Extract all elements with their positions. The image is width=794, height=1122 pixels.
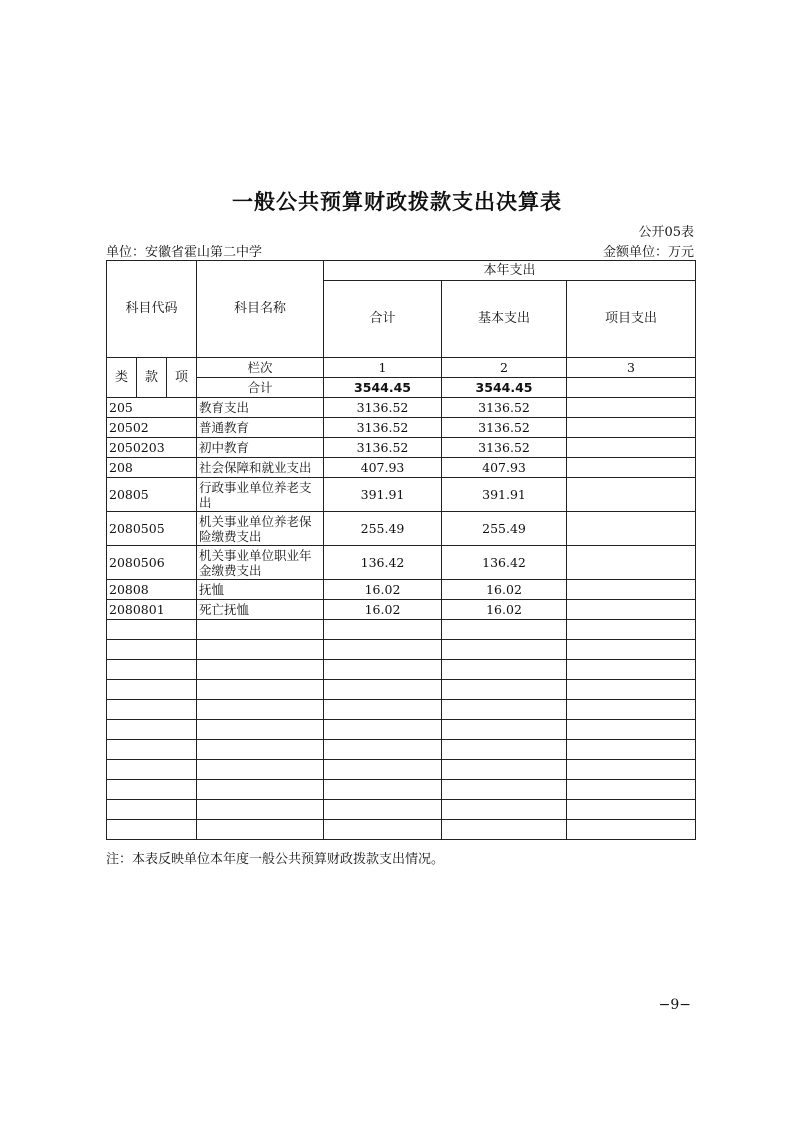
row-total: 136.42: [324, 546, 442, 580]
empty-row: [107, 660, 696, 680]
table-row: [107, 580, 696, 600]
column-index-2: 2: [442, 358, 567, 378]
row-total: 407.93: [324, 458, 442, 478]
empty-cell: [567, 660, 696, 680]
empty-cell: [197, 720, 324, 740]
row-project: [567, 580, 696, 600]
row-basic: 391.91: [442, 478, 567, 512]
row-project: [567, 512, 696, 546]
document-title: 一般公共预算财政拨款支出决算表: [232, 190, 562, 214]
row-name: 机关事业单位职业年金缴费支出: [197, 546, 324, 580]
empty-row: [107, 800, 696, 820]
empty-row: [107, 740, 696, 760]
header-name: 科目名称: [197, 261, 324, 358]
header-code: 科目代码: [107, 261, 197, 358]
row-code: 2080801: [107, 600, 197, 620]
column-label: 栏次: [197, 358, 324, 378]
column-index-row: [107, 358, 696, 378]
row-project: [567, 458, 696, 478]
empty-cell: [567, 620, 696, 640]
empty-cell: [107, 680, 197, 700]
header-kuan: 款: [137, 358, 167, 398]
empty-row: [107, 640, 696, 660]
form-number: 公开05表: [638, 225, 694, 240]
row-name: 教育支出: [197, 398, 324, 418]
empty-cell: [324, 640, 442, 660]
empty-cell: [197, 700, 324, 720]
row-code: 2080505: [107, 512, 197, 546]
empty-row: [107, 780, 696, 800]
row-name: 机关事业单位养老保险缴费支出: [197, 512, 324, 546]
expenditure-table: [106, 260, 696, 840]
column-index-1: 1: [324, 358, 442, 378]
table-row: [107, 478, 696, 512]
row-code: 2080506: [107, 546, 197, 580]
empty-cell: [324, 760, 442, 780]
empty-cell: [567, 780, 696, 800]
empty-cell: [442, 680, 567, 700]
empty-cell: [324, 740, 442, 760]
row-name: 死亡抚恤: [197, 600, 324, 620]
header-xiang: 项: [167, 358, 197, 398]
table-row: [107, 418, 696, 438]
empty-cell: [197, 820, 324, 840]
column-index-3: 3: [567, 358, 696, 378]
header-project: 项目支出: [567, 281, 696, 358]
row-project: [567, 546, 696, 580]
row-total: 3136.52: [324, 418, 442, 438]
empty-row: [107, 700, 696, 720]
summary-project: [567, 378, 696, 398]
row-project: [567, 438, 696, 458]
row-name: 初中教育: [197, 438, 324, 458]
row-project: [567, 600, 696, 620]
empty-cell: [197, 780, 324, 800]
row-total: 16.02: [324, 580, 442, 600]
empty-cell: [442, 740, 567, 760]
empty-cell: [442, 720, 567, 740]
row-name: 抚恤: [197, 580, 324, 600]
empty-cell: [442, 640, 567, 660]
row-basic: 255.49: [442, 512, 567, 546]
table-row: [107, 458, 696, 478]
row-project: [567, 478, 696, 512]
row-basic: 136.42: [442, 546, 567, 580]
row-total: 3136.52: [324, 438, 442, 458]
row-total: 255.49: [324, 512, 442, 546]
table-row: [107, 512, 696, 546]
empty-cell: [442, 800, 567, 820]
empty-cell: [107, 620, 197, 640]
empty-cell: [107, 740, 197, 760]
header-row-1: [107, 261, 696, 281]
row-basic: 3136.52: [442, 398, 567, 418]
empty-cell: [324, 660, 442, 680]
empty-cell: [197, 680, 324, 700]
summary-basic: 3544.45: [442, 378, 567, 398]
summary-label: 合计: [197, 378, 324, 398]
empty-cell: [442, 780, 567, 800]
empty-row: [107, 620, 696, 640]
row-name: 行政事业单位养老支出: [197, 478, 324, 512]
row-code: 2050203: [107, 438, 197, 458]
table-row: [107, 600, 696, 620]
row-code: 205: [107, 398, 197, 418]
money-unit-label: 金额单位：万元: [602, 245, 694, 260]
empty-cell: [324, 800, 442, 820]
empty-cell: [567, 700, 696, 720]
empty-cell: [442, 700, 567, 720]
empty-cell: [197, 660, 324, 680]
row-project: [567, 418, 696, 438]
row-total: 16.02: [324, 600, 442, 620]
row-name: 普通教育: [197, 418, 324, 438]
empty-cell: [567, 760, 696, 780]
empty-cell: [567, 680, 696, 700]
row-basic: 407.93: [442, 458, 567, 478]
empty-row: [107, 760, 696, 780]
summary-total: 3544.45: [324, 378, 442, 398]
empty-cell: [197, 740, 324, 760]
empty-row: [107, 720, 696, 740]
row-total: 391.91: [324, 478, 442, 512]
empty-cell: [324, 620, 442, 640]
row-basic: 16.02: [442, 580, 567, 600]
footnote: 注：本表反映单位本年度一般公共预算财政拨款支出情况。: [106, 852, 445, 867]
empty-cell: [567, 820, 696, 840]
empty-cell: [324, 680, 442, 700]
empty-cell: [324, 720, 442, 740]
table-row: [107, 398, 696, 418]
empty-cell: [567, 640, 696, 660]
page-number: −9−: [658, 997, 691, 1013]
empty-cell: [567, 720, 696, 740]
row-project: [567, 398, 696, 418]
empty-cell: [107, 660, 197, 680]
row-total: 3136.52: [324, 398, 442, 418]
row-code: 20808: [107, 580, 197, 600]
table-row: [107, 546, 696, 580]
empty-cell: [107, 780, 197, 800]
empty-cell: [197, 800, 324, 820]
empty-cell: [324, 780, 442, 800]
empty-cell: [197, 620, 324, 640]
empty-cell: [324, 700, 442, 720]
empty-cell: [442, 620, 567, 640]
row-code: 20502: [107, 418, 197, 438]
row-basic: 16.02: [442, 600, 567, 620]
empty-cell: [107, 640, 197, 660]
row-code: 20805: [107, 478, 197, 512]
empty-cell: [567, 800, 696, 820]
empty-cell: [107, 760, 197, 780]
empty-cell: [442, 820, 567, 840]
empty-cell: [197, 760, 324, 780]
table-row: [107, 438, 696, 458]
empty-cell: [442, 660, 567, 680]
unit-label: 单位：安徽省霍山第二中学: [106, 245, 263, 260]
header-current-year: 本年支出: [324, 261, 696, 281]
empty-row: [107, 680, 696, 700]
empty-cell: [107, 700, 197, 720]
empty-row: [107, 820, 696, 840]
header-total: 合计: [324, 281, 442, 358]
header-lei: 类: [107, 358, 137, 398]
empty-cell: [107, 820, 197, 840]
header-basic: 基本支出: [442, 281, 567, 358]
empty-cell: [197, 640, 324, 660]
empty-cell: [107, 800, 197, 820]
row-basic: 3136.52: [442, 438, 567, 458]
row-code: 208: [107, 458, 197, 478]
row-name: 社会保障和就业支出: [197, 458, 324, 478]
empty-cell: [324, 820, 442, 840]
empty-cell: [567, 740, 696, 760]
empty-cell: [107, 720, 197, 740]
row-basic: 3136.52: [442, 418, 567, 438]
empty-cell: [442, 760, 567, 780]
